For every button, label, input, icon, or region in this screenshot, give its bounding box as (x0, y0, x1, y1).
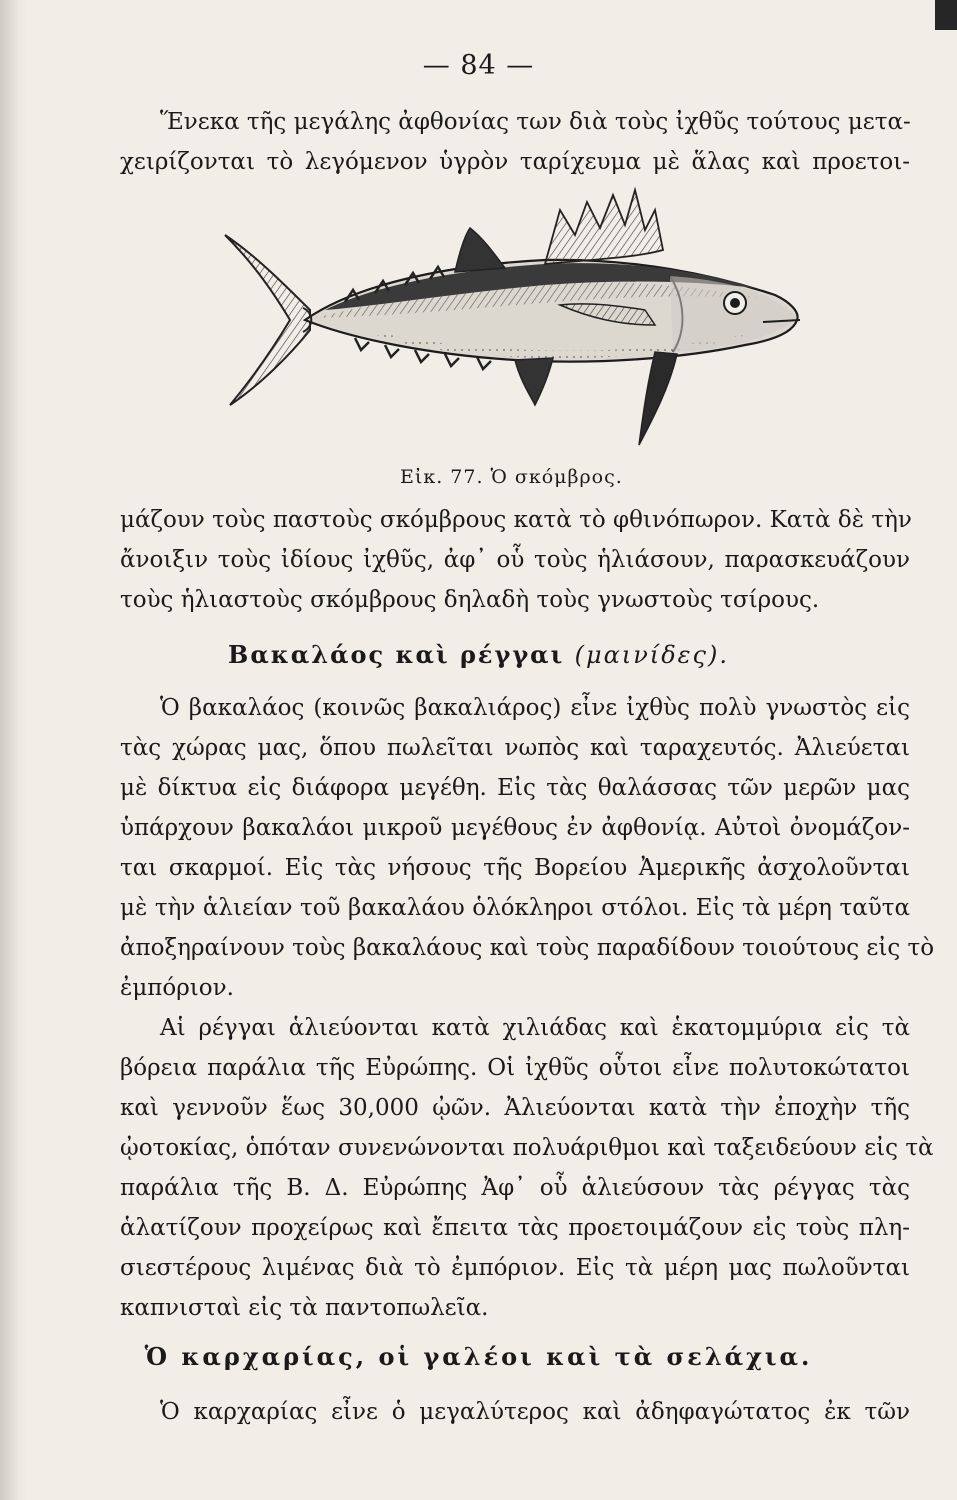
paragraph-shark (120, 1392, 910, 1432)
figure-caption: Εἰκ. 77. Ὁ σκόμβρος. (400, 466, 623, 488)
text-line: Ὁ βακαλάος (κοινῶς βακαλιάρος) εἶνε ἰχθὺς πολὺ γνωστὸς εἰς (160, 695, 910, 721)
text-line: μὲ τὴν ἁλιείαν τοῦ βακαλάου ὁλόκληροι στόλοι. Εἰς τὰ μέρη ταῦτα (120, 895, 910, 921)
text-line: Αἱ ρέγγαι ἁλιεύονται κατὰ χιλιάδας καὶ ἑκατομμύρια εἰς τὰ (160, 1015, 910, 1041)
fish-illustration (215, 180, 815, 460)
text-line: μὲ δίκτυα εἰς διάφορα μεγέθη. Εἰς τὰς θαλάσσας τῶν μερῶν μας (120, 775, 910, 801)
text-line: καὶ γεννοῦν ἕως 30,000 ᾠῶν. Ἀλιεύονται κατὰ τὴν ἐποχὴν τῆς (120, 1095, 910, 1121)
section-heading-cod-herring (0, 640, 957, 669)
text-line: τοὺς ἡλιαστοὺς σκόμβρους δηλαδὴ τοὺς γνωστοὺς τσίρους. (120, 587, 820, 613)
page-number: — 84 — (422, 50, 535, 81)
intro-paragraph (120, 102, 910, 182)
text-line: χειρίζονται τὸ λεγόμενον ὑγρὸν ταρίχευμα μὲ ἅλας καὶ προετοι- (120, 149, 910, 175)
text-line: ται σκαρμοί. Εἰς τὰς νήσους τῆς Βορείου Ἀμερικῆς ἀσχολοῦνται (120, 855, 910, 881)
paragraph-cod (120, 688, 935, 1008)
text-line: καπνισταὶ εἰς τὰ παντοπωλεῖα. (120, 1295, 489, 1321)
text-line: τὰς χώρας μας, ὅπου πωλεῖται νωπὸς καὶ ταραχευτός. Ἀλιεύεται (120, 735, 910, 761)
heading-parenthetical: (μαινίδες). (574, 641, 729, 669)
page-corner-shadow (935, 0, 957, 30)
page-binding-shadow (0, 0, 28, 1500)
continued-paragraph (120, 500, 910, 620)
text-line: βόρεια παράλια τῆς Εὐρώπης. Οἱ ἰχθῦς οὗτοι εἶνε πολυτοκώτατοι (120, 1055, 910, 1081)
text-line: σιεστέρους λιμένας διὰ τὸ ἐμπόριον. Εἰς τὰ μέρη μας πωλοῦνται (120, 1255, 910, 1281)
text-line: Ἕνεκα τῆς μεγάλης ἀφθονίας των διὰ τοὺς ἰχθῦς τούτους μετα- (160, 109, 911, 135)
section-heading-shark: Ὁ καρχαρίας, οἱ γαλέοι καὶ τὰ σελάχια. (144, 1342, 813, 1371)
heading-main: Βακαλάος καὶ ρέγγαι (228, 640, 565, 669)
text-line: μάζουν τοὺς παστοὺς σκόμβρους κατὰ τὸ φθινόπωρον. Κατὰ δὲ τὴν (120, 507, 912, 533)
text-line: παράλια τῆς Β. Δ. Εὐρώπης Ἀφ᾽ οὗ ἁλιεύσουν τὰς ρέγγας τὰς (120, 1175, 910, 1201)
text-line: ᾠοτοκίας, ὁπόταν συνενώνονται πολυάριθμοι καὶ ταξειδεύουν εἰς τὰ (120, 1135, 934, 1161)
text-line: ἄνοιξιν τοὺς ἰδίους ἰχθῦς, ἀφ᾽ οὗ τοὺς ἡλιάσουν, παρασκευάζουν (120, 547, 910, 573)
text-line: ὑπάρχουν βακαλάοι μικροῦ μεγέθους ἐν ἀφθονίᾳ. Αὐτοὶ ὀνομάζον- (120, 815, 910, 841)
text-line: Ὁ καρχαρίας εἶνε ὁ μεγαλύτερος καὶ ἀδηφαγώτατος ἐκ τῶν (160, 1399, 910, 1425)
text-line: ἐμπόριον. (120, 975, 234, 1001)
text-line: ἁλατίζουν προχείρως καὶ ἔπειτα τὰς προετοιμάζουν εἰς τοὺς πλη- (120, 1215, 910, 1241)
text-line: ἀποξηραίνουν τοὺς βακαλάους καὶ τοὺς παραδίδουν τοιούτους εἰς τὸ (120, 935, 935, 961)
paragraph-herring (120, 1008, 934, 1328)
